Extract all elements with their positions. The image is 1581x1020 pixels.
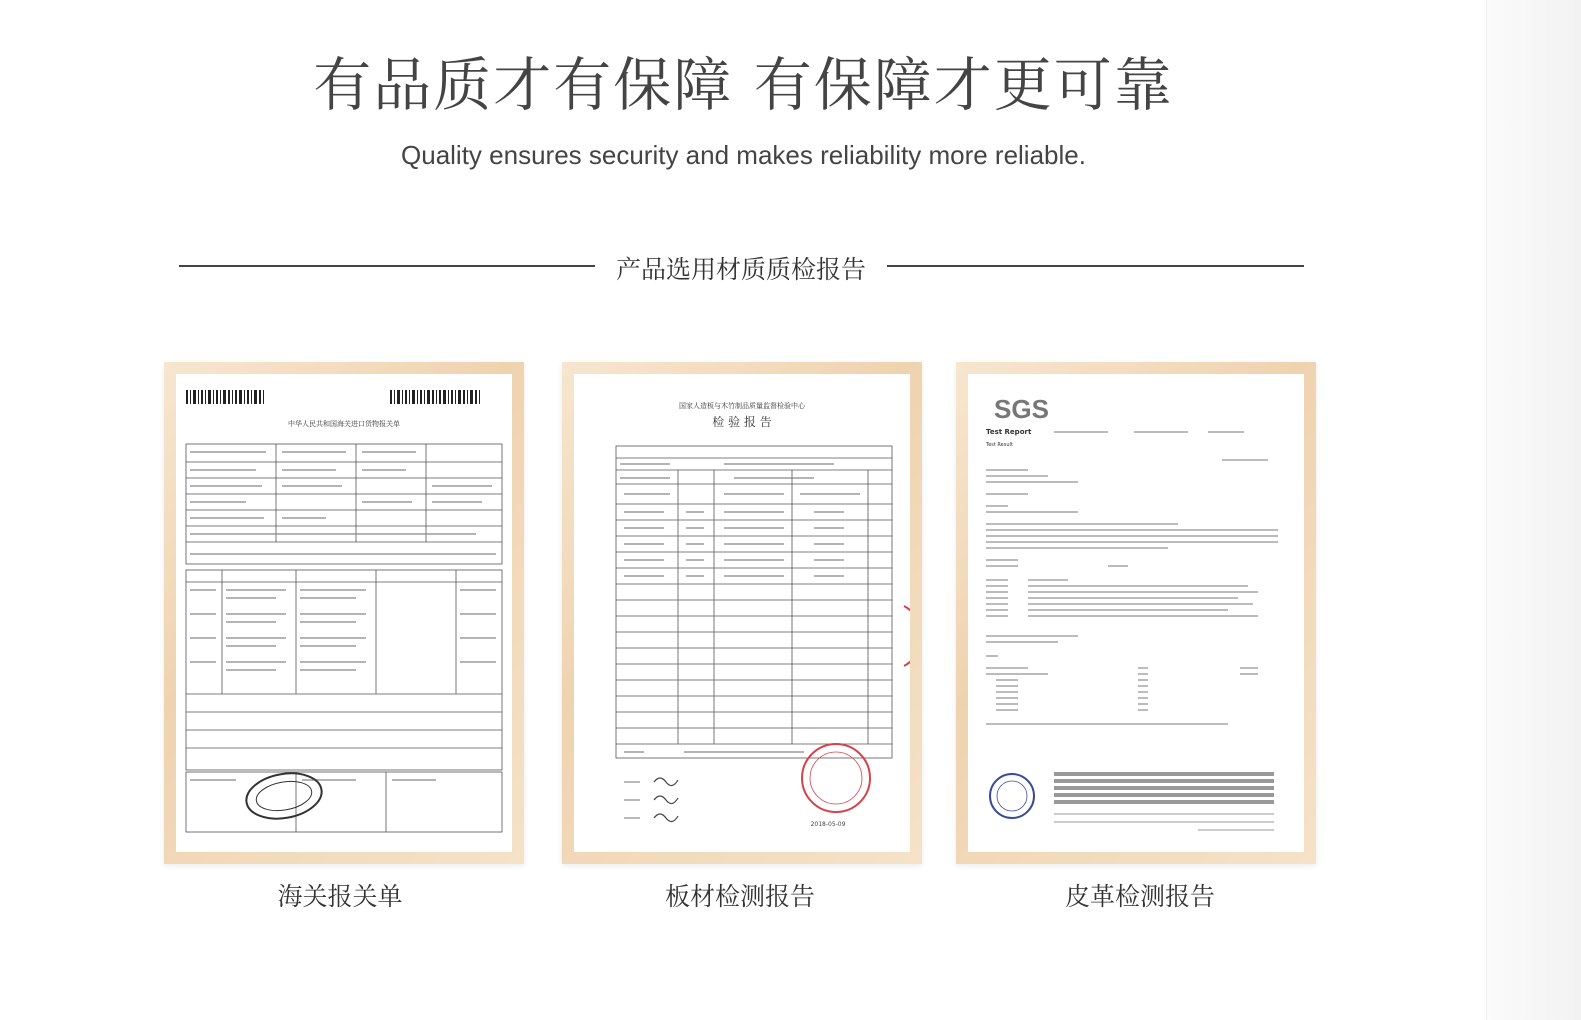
certificate-label-customs: 海关报关单 <box>277 882 403 911</box>
board-doc-title: 检 验 报 告 <box>712 415 772 429</box>
customs-doc-title: 中华人民共和国海关进口货物报关单 <box>288 420 400 428</box>
certificate-board-inspection[interactable] <box>562 362 922 864</box>
sgs-logo: SGS <box>994 394 1049 424</box>
section-divider-right <box>887 265 1304 267</box>
certificate-customs-declaration[interactable] <box>164 362 524 864</box>
page-headline: 有品质才有保障 有保障才更可靠 <box>313 51 1174 119</box>
right-edge-shadow <box>1486 0 1581 1020</box>
board-doc-date: 2018-05-09 <box>810 821 846 828</box>
leather-doc-subtitle: Test Result <box>986 442 1013 448</box>
certificate-label-board: 板材检测报告 <box>664 882 815 911</box>
board-doc-heading: 国家人造板与木竹制品质量监督检验中心 <box>679 402 805 410</box>
section-divider-left <box>179 265 595 267</box>
page-subheadline: Quality ensures security and makes reliability more reliable. <box>401 140 1086 170</box>
certificate-label-leather: 皮革检测报告 <box>1064 882 1215 911</box>
section-title: 产品选用材质质检报告 <box>615 255 866 284</box>
certificate-leather-inspection[interactable] <box>956 362 1316 864</box>
board-report-image <box>574 374 910 852</box>
leather-doc-title: Test Report <box>986 428 1032 436</box>
leather-report-image <box>968 374 1304 852</box>
customs-document-image <box>176 374 512 852</box>
